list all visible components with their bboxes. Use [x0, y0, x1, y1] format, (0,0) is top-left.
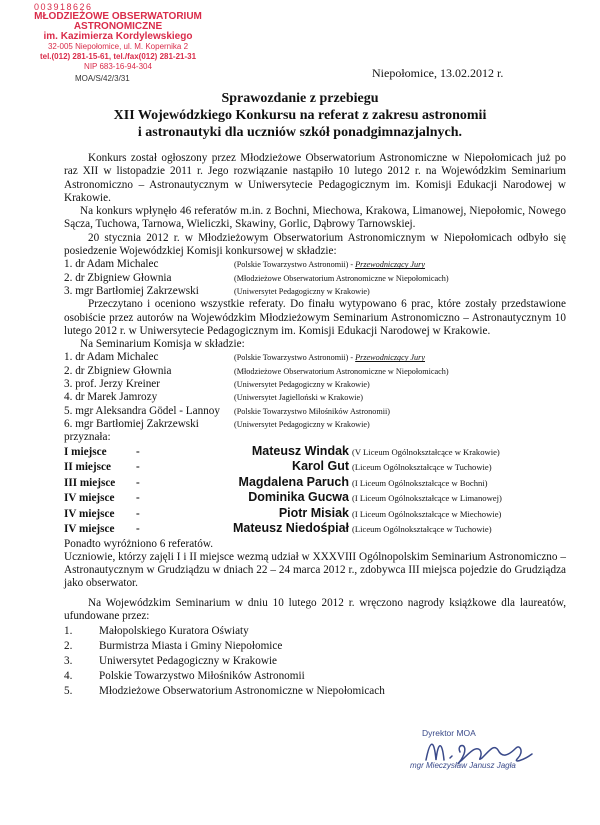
prize-row [64, 460, 566, 476]
committee2-row [64, 391, 566, 404]
member-name: 1. dr Adam Michalec [64, 258, 159, 271]
winner-name: Karol Gut [292, 459, 349, 474]
committee1-row [64, 285, 566, 298]
member-name: 2. dr Zbigniew Głownia [64, 271, 172, 284]
title-line3: i astronautyki dla uczniów szkół ponadgimnazjalnych. [137, 125, 463, 140]
paragraph-sponsors-intro: Na Wojewódzkim Seminarium w dniu 10 lutego 2012 r. wręczono nagrody książkowe dla laureatów, ufundowane przez: [64, 596, 566, 623]
prize-dash: - [136, 445, 140, 458]
chair-label: Przewodniczący Jury [355, 260, 425, 270]
winner-school: (Liceum Ogólnokształcące w Tuchowie) [352, 524, 492, 535]
sponsor-item [64, 670, 566, 685]
prize-list [64, 445, 566, 538]
member-affiliation: (Młodzieżowe Obserwatorium Astronomiczne w Niepołomicach) [234, 273, 449, 283]
paragraph-intro: Konkurs został ogłoszony przez Młodzieżowe Obserwatorium Astronomiczne w Niepołomicach już po raz XII w listopadzie 2011 r. Jego rozwiązanie nastąpiło 10 lutego 2012 r. na Wojewódzkim Seminarium Astronomiczno – Astronautycznym w Uniwersytecie Pedagogicznym im. Komisji Edukacji Narodowej w Krakowie. [64, 152, 566, 204]
document-title [0, 90, 600, 141]
committee1-row [64, 272, 566, 285]
winner-name: Mateusz Niedośpiał [233, 521, 349, 536]
prize-row [64, 507, 566, 523]
prize-row [64, 476, 566, 492]
winner-school: (I Liceum Ogólnokształcące w Miechowie) [352, 508, 502, 519]
winner-school: (I Liceum Ogólnokształcące w Bochni) [352, 477, 488, 488]
committee1-row [64, 258, 566, 271]
sponsor-item [64, 640, 566, 655]
stamp-org-line3: im. Kazimierza Kordylewskiego [43, 31, 193, 42]
member-name: 1. dr Adam Michalec [64, 351, 159, 364]
document-body [64, 152, 566, 700]
member-affiliation: (Uniwersytet Pedagogiczny w Krakowie) [234, 286, 370, 296]
member-name: 4. dr Marek Jamrozy [64, 391, 158, 404]
winner-school: (I Liceum Ogólnokształcące w Limanowej) [352, 493, 502, 504]
member-name: 2. dr Zbigniew Głownia [64, 364, 172, 377]
stamp-org-line1: MŁODZIEŻOWE OBSERWATORIUM [34, 11, 202, 22]
sponsor-list [64, 625, 566, 700]
committee2-list [64, 351, 566, 431]
paragraph-first-meeting: 20 stycznia 2012 r. w Młodzieżowym Obserwatorium Astronomicznym w Niepołomicach odbyło się posiedzenie Wojewódzkiej Komisji konkursowej w składzie: [64, 231, 566, 258]
member-affiliation: (Uniwersytet Pedagogiczny w Krakowie) [234, 380, 370, 390]
paragraph-distinctions: Ponadto wyróżniono 6 referatów. [64, 537, 214, 550]
stamp-org-line2: ASTRONOMICZNE [73, 21, 163, 32]
stamp-address: 32-005 Niepołomice, ul. M. Kopernika 2 [47, 42, 189, 51]
paragraph-national: Uczniowie, którzy zajęli I i II miejsce wezmą udział w XXXVIII Ogólnopolskim Seminarium Astronomiczno – Astronautycznym w Grudziądzu w dniach 22 – 24 marca 2012 r., zdobywca III miejsca pojedzie do Grudziądza jako obserwator. [64, 550, 566, 590]
reference-number: MOA/S/42/3/31 [75, 74, 130, 83]
sponsor-number: 1. [64, 625, 73, 638]
winner-name: Magdalena Paruch [238, 474, 349, 489]
prize-dash: - [136, 476, 140, 489]
chair-label: Przewodniczący Jury [355, 353, 425, 363]
sponsor-number: 3. [64, 655, 73, 668]
sponsor-item [64, 685, 566, 700]
member-affiliation: (Polskie Towarzystwo Astronomii) - Przewodniczący Jury [234, 353, 425, 363]
winner-school: (Liceum Ogólnokształcące w Tuchowie) [352, 462, 492, 473]
sponsor-name: Burmistrza Miasta i Gminy Niepołomice [99, 640, 283, 653]
organization-stamp [4, 2, 232, 72]
member-name: 3. mgr Bartłomiej Zakrzewski [64, 284, 199, 297]
place-date: Niepołomice, 13.02.2012 r. [372, 66, 504, 80]
prize-dash: - [136, 461, 140, 474]
committee2-row [64, 365, 566, 378]
committee2-row [64, 351, 566, 364]
title-line1: Sprawozdanie z przebiegu [221, 91, 379, 106]
sponsor-item [64, 655, 566, 670]
sponsor-name: Uniwersytet Pedagogiczny w Krakowie [99, 655, 278, 668]
prize-place: I miejsce [64, 445, 107, 458]
director-name: mgr Mieczysław Janusz Jagła [410, 761, 516, 770]
sponsor-number: 5. [64, 685, 73, 698]
prize-row [64, 445, 566, 461]
paragraph-seminar-committee: Na Seminarium Komisja w składzie: [80, 338, 245, 351]
sponsor-name: Młodzieżowe Obserwatorium Astronomiczne w Niepołomicach [99, 685, 385, 698]
member-name: 5. mgr Aleksandra Gödel - Lannoy [64, 404, 220, 417]
prize-dash: - [136, 523, 140, 536]
winner-name: Mateusz Windak [251, 443, 349, 458]
member-name: 6. mgr Bartłomiej Zakrzewski [64, 417, 199, 430]
sponsor-item [64, 625, 566, 640]
sponsor-name: Polskie Towarzystwo Miłośników Astronomii [99, 670, 305, 683]
paragraph-submissions: Na konkurs wpłynęło 46 referatów m.in. z Bochni, Miechowa, Krakowa, Limanowej, Niepołomic, Nowego Sącza, Tuchowa, Tarnowa, Wieliczki, Skawiny, Gorlic, Dąbrowy Tarnowskiej. [64, 205, 566, 231]
prize-place: IV miejsce [64, 507, 115, 520]
prize-place: IV miejsce [64, 523, 115, 536]
committee1-list [64, 258, 566, 298]
member-affiliation: (Uniwersytet Pedagogiczny w Krakowie) [234, 419, 370, 429]
stamp-regon: 003918626 [34, 2, 93, 12]
winner-name: Piotr Misiak [278, 505, 349, 520]
member-affiliation: (Polskie Towarzystwo Miłośników Astronomii) [234, 406, 390, 416]
committee2-row [64, 405, 566, 418]
stamp-nip: NIP 683-16-94-304 [84, 62, 152, 71]
title-line2: XII Wojewódzkiego Konkursu na referat z zakresu astronomii [113, 108, 487, 123]
prize-place: IV miejsce [64, 492, 115, 505]
prize-row [64, 522, 566, 538]
prize-dash: - [136, 492, 140, 505]
paragraph-finals: Przeczytano i oceniono wszystkie referaty. Do finału wytypowano 6 prac, które zostały przedstawione osobiście przez autorów na Wojewódzkim Młodzieżowym Seminarium Astronomiczno – Astronautycznym 10 lutego 2012 r. w Uniwersytecie Pedagogicznym im. Komisji Edukacji Narodowej w Krakowie. [64, 298, 566, 337]
member-affiliation: (Młodzieżowe Obserwatorium Astronomiczne w Niepołomicach) [234, 366, 449, 376]
prize-place: II miejsce [64, 461, 111, 474]
sponsor-name: Małopolskiego Kuratora Oświaty [99, 625, 249, 638]
stamp-phones: tel.(012) 281-15-61, tel./fax(012) 281-21-31 [39, 52, 197, 61]
member-affiliation: (Uniwersytet Jagielloński w Krakowie) [234, 393, 363, 403]
director-title: Dyrektor MOA [422, 728, 476, 738]
committee2-row [64, 378, 566, 391]
prize-row [64, 491, 566, 507]
prize-dash: - [136, 507, 140, 520]
winner-school: (V Liceum Ogólnokształcące w Krakowie) [352, 446, 500, 457]
prize-place: III miejsce [64, 476, 116, 489]
member-name: 3. prof. Jerzy Kreiner [64, 378, 160, 391]
winner-name: Dominika Gucwa [248, 490, 349, 505]
committee2-row [64, 418, 566, 431]
sponsor-number: 2. [64, 640, 73, 653]
handwritten-signature [420, 730, 540, 770]
member-affiliation: (Polskie Towarzystwo Astronomii) - Przewodniczący Jury [234, 260, 425, 270]
sponsor-number: 4. [64, 670, 73, 683]
paragraph-awarded: przyznała: [64, 431, 111, 444]
